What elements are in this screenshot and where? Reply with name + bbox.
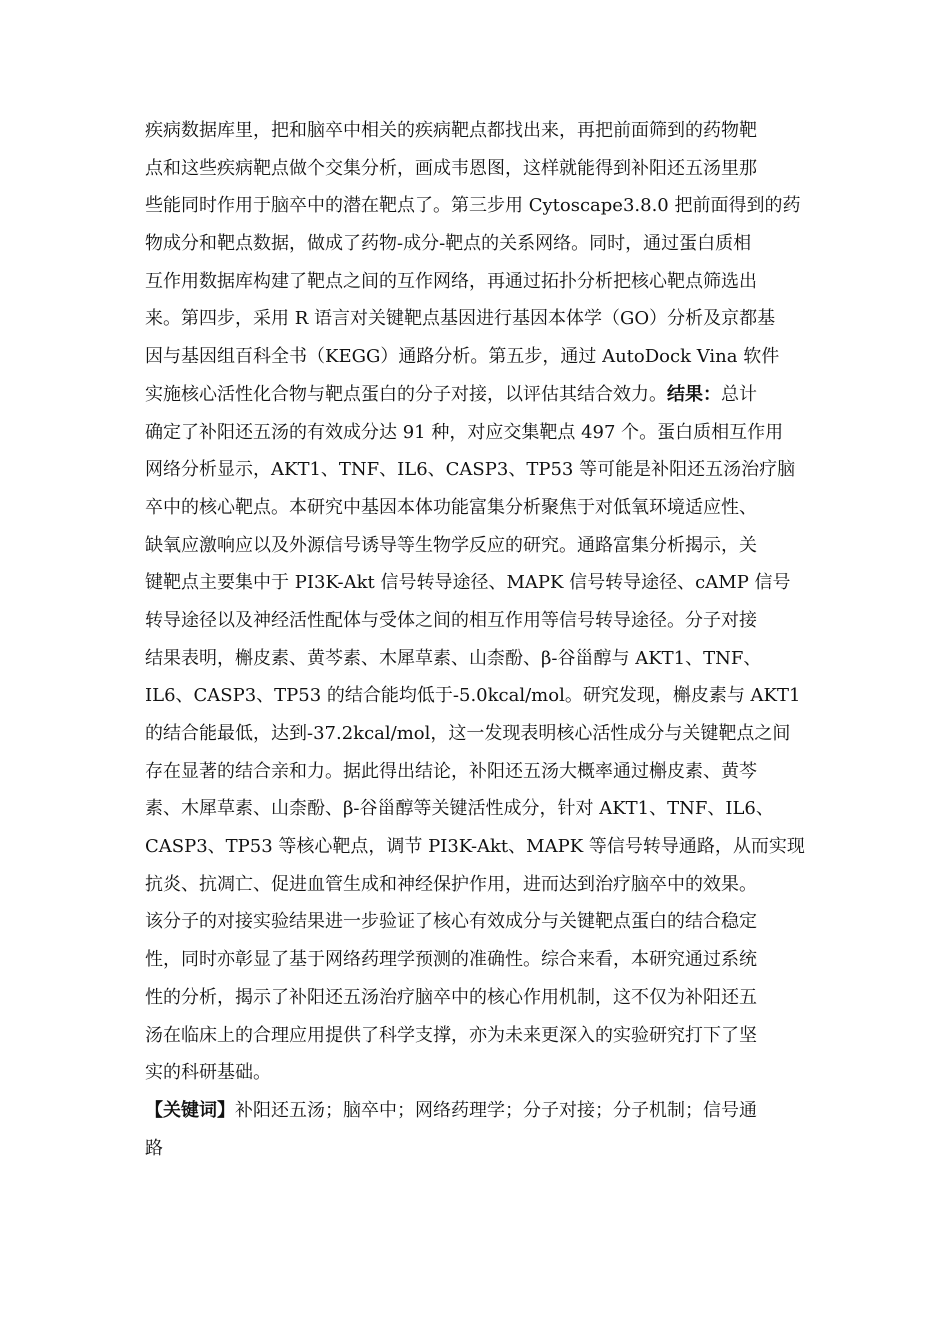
text-line: 互作用数据库构建了靶点之间的互作网络，再通过拓扑分析把核心靶点筛选出: [145, 270, 757, 292]
text-line: 物成分和靶点数据，做成了药物-成分-靶点的关系网络。同时，通过蛋白质相: [145, 233, 752, 255]
text-line: 疾病数据库里，把和脑卒中相关的疾病靶点都找出来，再把前面筛到的药物靶: [145, 120, 757, 141]
text-line: 的结合能最低，达到-37.2kcal/mol，这一发现表明核心活性成分与关键靶点之间: [145, 723, 791, 744]
keywords-line: [145, 1092, 807, 1130]
text-line: 键靶点主要集中于 PI3K-Akt 信号转导途径、MAPK 信号转导途径、cAMP 信号: [145, 572, 791, 594]
text-segment: 总计: [721, 383, 757, 405]
text-line: 来。第四步，采用 R 语言对关键靶点基因进行基因本体学（GO）分析及京都基: [145, 308, 776, 330]
text-line: 卒中的核心靶点。本研究中基因本体功能富集分析聚焦于对低氧环境适应性、: [145, 496, 757, 518]
text-line: 性，同时亦彰显了基于网络药理学预测的准确性。综合来看，本研究通过系统: [145, 949, 757, 971]
keywords-text: 补阳还五汤；脑卒中；网络药理学；分子对接；分子机制；信号通: [235, 1099, 757, 1121]
text-line: 确定了补阳还五汤的有效成分达 91 种，对应交集靶点 497 个。蛋白质相互作用: [145, 421, 784, 443]
text-line: 存在显著的结合亲和力。据此得出结论，补阳还五汤大概率通过槲皮素、黄芩: [145, 760, 757, 782]
text-line: 汤在临床上的合理应用提供了科学支撑，亦为未来更深入的实验研究打下了坚: [145, 1024, 757, 1046]
text-line: 实的科研基础。: [145, 1062, 271, 1084]
text-line: 性的分析，揭示了补阳还五汤治疗脑卒中的核心作用机制，这不仅为补阳还五: [145, 986, 757, 1008]
text-line: 转导途径以及神经活性配体与受体之间的相互作用等信号转导途径。分子对接: [145, 609, 757, 631]
keywords-continuation: 路: [145, 1137, 163, 1159]
text-line: 该分子的对接实验结果进一步验证了核心有效成分与关键靶点蛋白的结合稳定: [145, 911, 757, 933]
text-line: 点和这些疾病靶点做个交集分析，画成韦恩图，这样就能得到补阳还五汤里那: [145, 157, 757, 179]
text-segment: 实施核心活性化合物与靶点蛋白的分子对接，以评估其结合效力。: [145, 383, 667, 405]
text-line: 网络分析显示，AKT1、TNF、IL6、CASP3、TP53 等可能是补阳还五汤治疗脑: [145, 459, 796, 481]
text-line: 素、木犀草素、山柰酚、β-谷甾醇等关键活性成分，针对 AKT1、TNF、IL6、: [145, 798, 774, 820]
results-heading-line: [145, 376, 807, 414]
text-line: 抗炎、抗凋亡、促进血管生成和神经保护作用，进而达到治疗脑卒中的效果。: [145, 873, 757, 895]
text-line: 缺氧应激响应以及外源信号诱导等生物学反应的研究。通路富集分析揭示，关: [145, 534, 757, 556]
text-line: CASP3、TP53 等核心靶点，调节 PI3K-Akt、MAPK 等信号转导通路，从而实现: [145, 836, 805, 858]
abstract-body: [145, 112, 807, 1167]
text-line: IL6、CASP3、TP53 的结合能均低于-5.0kcal/mol。研究发现，槲皮素与 AKT1: [145, 685, 801, 707]
text-line: 结果表明，槲皮素、黄芩素、木犀草素、山柰酚、β-谷甾醇与 AKT1、TNF、: [145, 647, 762, 669]
text-line: 些能同时作用于脑卒中的潜在靶点了。第三步用 Cytoscape3.8.0 把前面得到的药: [145, 195, 801, 217]
text-line: 因与基因组百科全书（KEGG）通路分析。第五步，通过 AutoDock Vina 软件: [145, 346, 780, 368]
keywords-label: 【关键词】: [145, 1099, 235, 1121]
results-label: 结果：: [667, 383, 721, 405]
